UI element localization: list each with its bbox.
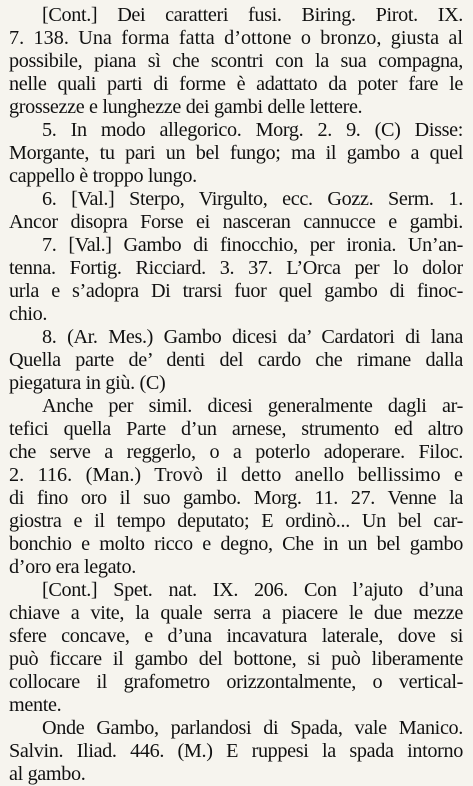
text-line-9: 6. [Val.] Sterpo, Virgulto, ecc. Gozz. Serm. 1. (42, 188, 463, 210)
text-line-34: al gambo. (9, 763, 86, 785)
text-line-30: collocare il grafometro orizzontalmente, o vertical- (9, 671, 463, 693)
text-line-16: Quella parte de’ denti del cardo che rimane dalla (9, 349, 463, 371)
text-line-33: Salvin. Iliad. 446. (M.) E ruppesi la spada intorno (9, 740, 463, 762)
text-line-25: d’oro era legato. (9, 556, 136, 578)
text-line-6: 5. In modo allegorico. Morg. 2. 9. (C) Disse: (42, 119, 463, 141)
text-line-22: di fino oro il suo gambo. Morg. 11. 27. Venne la (9, 487, 463, 509)
text-line-13: urla e s’adopra Di trarsi fuor quel gambo di finoc- (9, 280, 463, 302)
text-line-7: Morgante, tu pari un bel fungo; ma il gambo a quel (9, 142, 463, 164)
text-line-32: Onde Gambo, parlandosi di Spada, vale Manico. (42, 717, 463, 739)
text-line-14: chio. (9, 303, 48, 325)
text-line-21: 2. 116. (Man.) Trovò il detto anello bellissimo e (9, 464, 463, 486)
text-line-12: tenna. Fortig. Ricciard. 3. 37. L’Orca per lo dolor (9, 257, 463, 279)
text-line-20: che serve a reggerlo, o a poterlo adoperare. Filoc. (9, 441, 463, 463)
text-line-10: Ancor disopra Forse ei nasceran cannucce e gambi. (9, 211, 463, 233)
text-line-2: 7. 138. Una forma fatta d’ottone o bronzo, giusta al (9, 27, 463, 49)
text-line-27: chiave a vite, la quale serra a piacere le due mezze (9, 602, 463, 624)
text-line-8: cappello è troppo lungo. (9, 165, 197, 187)
text-line-28: sfere concave, e d’una incavatura laterale, dove si (9, 625, 463, 647)
text-line-24: bonchio e molto ricco e degno, Che in un bel gambo (9, 533, 463, 555)
text-line-31: mente. (9, 694, 62, 716)
text-line-18: Anche per simil. dicesi generalmente dagli ar- (42, 395, 463, 417)
text-line-11: 7. [Val.] Gambo di finocchio, per ironia. Un’an- (42, 234, 463, 256)
text-line-3: possibile, piana sì che scontri con la sua compagna, (9, 50, 463, 72)
text-line-19: tefici quella Parte d’un arnese, strumento ed altro (9, 418, 463, 440)
text-line-4: nelle quali parti di forme è adattato da poter fare le (9, 73, 463, 95)
text-line-26: [Cont.] Spet. nat. IX. 206. Con l’ajuto d’una (42, 579, 463, 601)
text-line-1: [Cont.] Dei caratteri fusi. Biring. Pirot. IX. (42, 4, 463, 26)
text-line-5: grossezze e lunghezze dei gambi delle lettere. (9, 96, 363, 118)
text-line-15: 8. (Ar. Mes.) Gambo dicesi da’ Cardatori di lana (42, 326, 463, 348)
text-line-29: può ficcare il gambo del bottone, si può liberamente (9, 648, 463, 670)
text-line-17: piegatura in giù. (C) (9, 372, 166, 394)
text-line-23: giostra e il tempo deputato; E ordinò... Un bel car- (9, 510, 463, 532)
